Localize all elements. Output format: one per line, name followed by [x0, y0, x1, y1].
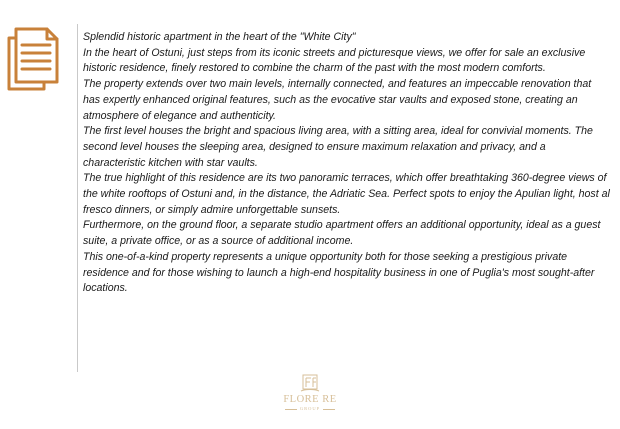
document-stack-icon: [6, 26, 60, 92]
brand-name: FLORE RE: [283, 394, 337, 405]
description-title: Splendid historic apartment in the heart of the "White City": [83, 31, 356, 43]
description-paragraph: This one-of-a-kind property represents a unique opportunity both for those seeking a prestigious private residence and for those wishing to launch a high-end hospitality business in one of Puglia's most sought-after locations.: [83, 250, 595, 295]
description-paragraph: The property extends over two main levels, internally connected, and features an impeccable renovation that has expertly enhanced original features, such as the evocative star vaults and exposed stone, creating an atmosphere of elegance and authenticity.: [83, 78, 592, 122]
brand-rule-right: [323, 409, 335, 410]
brand-subtitle: [270, 406, 350, 412]
brand-rule-left: [285, 409, 297, 410]
description-paragraph: In the heart of Ostuni, just steps from its iconic streets and picturesque views, we offer for sale an exclusive historic residence, finely restored to combine the charm of the past with the most modern comforts.: [83, 46, 586, 75]
property-description: [83, 30, 611, 297]
brand-logo: [270, 373, 350, 412]
description-paragraph: Furthermore, on the ground floor, a separate studio apartment offers an additional opportunity, ideal as a guest suite, a private office, or as a source of additional income.: [83, 219, 601, 248]
flore-monogram-icon: [299, 373, 321, 393]
vertical-divider: [77, 24, 78, 372]
description-paragraph: The true highlight of this residence are its two panoramic terraces, which offer breathtaking 360-degree views of the white rooftops of Ostuni and, in the distance, the Adriatic Sea. Perfect spots to enjoy the Apulian light, host al fresco dinners, or simply admire unforgettable sunsets.: [83, 172, 610, 216]
brand-sub-text: GROUP: [299, 406, 321, 411]
description-paragraph: The first level houses the bright and spacious living area, with a sitting area, ideal for convivial moments. The second level houses the sleeping area, designed to ensure maximum relaxation and privacy, and a characteristic kitchen with star vaults.: [83, 125, 593, 169]
